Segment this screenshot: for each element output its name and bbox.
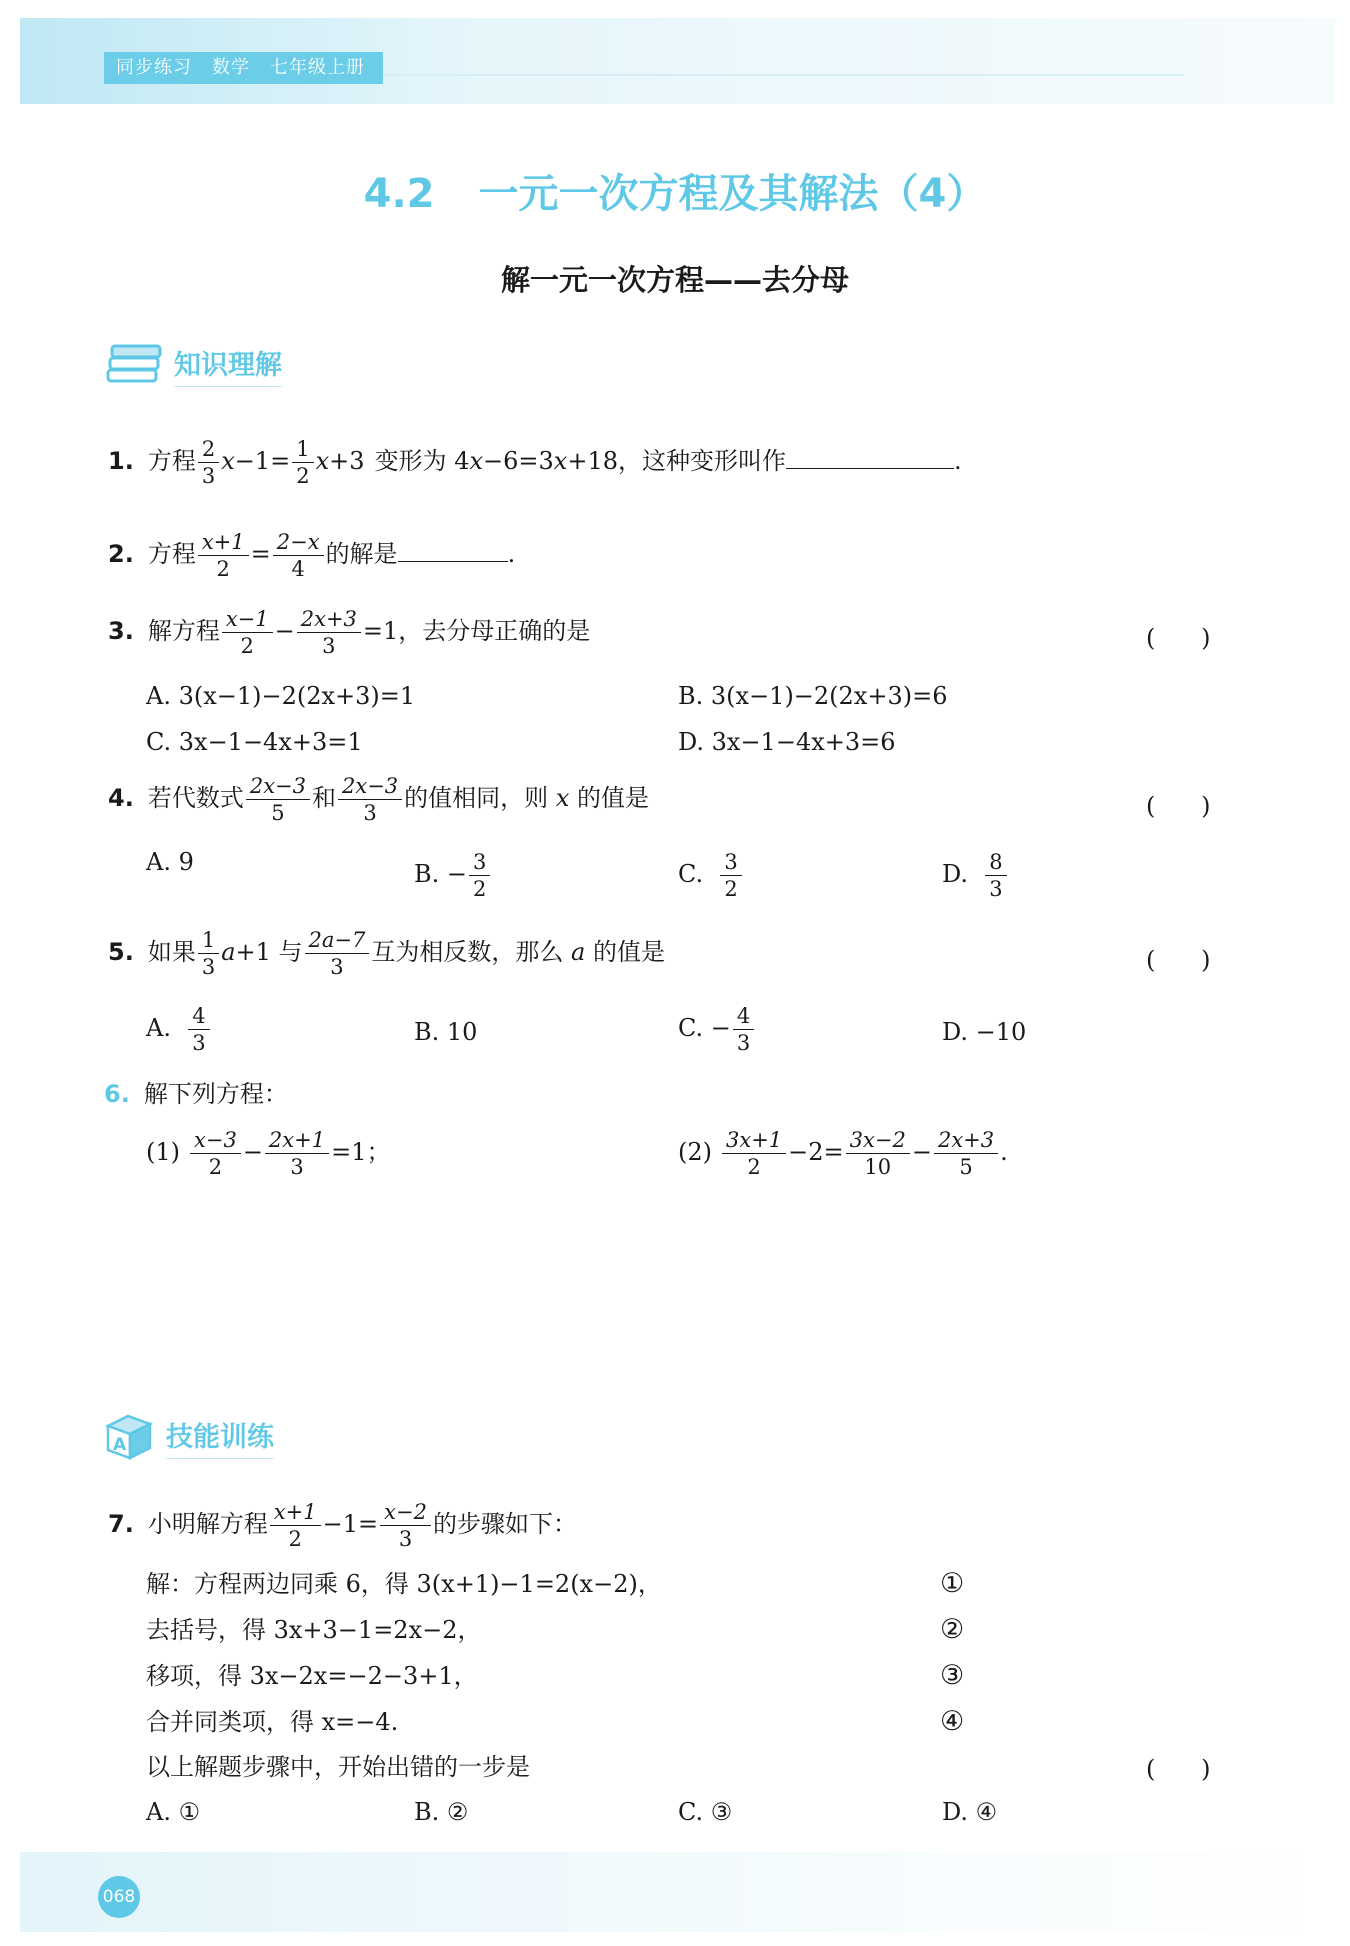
solution-step-3: 移项，得 3x−2x=−2−3+1， bbox=[146, 1662, 478, 1690]
fraction bbox=[733, 1004, 754, 1055]
denominator: 2 bbox=[747, 1155, 761, 1180]
var-x: x bbox=[555, 784, 570, 813]
fraction bbox=[198, 530, 249, 581]
question-number: 6. bbox=[104, 1080, 130, 1108]
answer-parentheses[interactable]: ( ) bbox=[1146, 624, 1211, 652]
header-tag-grade: 七年级上册 bbox=[270, 57, 365, 78]
numerator: 4 bbox=[188, 1004, 209, 1030]
books-icon bbox=[104, 340, 164, 390]
fraction bbox=[720, 850, 741, 901]
numerator: 2−x bbox=[273, 530, 324, 556]
step-marker-1: ① bbox=[940, 1568, 965, 1599]
answer-parentheses[interactable]: ( ) bbox=[1146, 1755, 1211, 1783]
fraction bbox=[265, 1128, 329, 1179]
footer-band bbox=[20, 1852, 1335, 1932]
fraction bbox=[722, 1128, 786, 1179]
solution-step-2: 去括号，得 3x+3−1=2x−2， bbox=[146, 1616, 482, 1644]
question-text: 的步骤如下： bbox=[432, 1510, 577, 1539]
question-1 bbox=[108, 437, 962, 488]
chapter-subtitle: 解一元一次方程——去分母 bbox=[500, 263, 849, 297]
denominator: 4 bbox=[291, 557, 305, 582]
fraction bbox=[273, 530, 324, 581]
question-6 bbox=[104, 1082, 288, 1106]
numerator: 8 bbox=[985, 850, 1006, 876]
question-6-part-2 bbox=[678, 1128, 1008, 1179]
question-number: 4. bbox=[108, 784, 134, 813]
choice-a[interactable]: A. 3(x−1)−2(2x+3)=1 bbox=[146, 682, 416, 710]
numerator: 3x−2 bbox=[846, 1128, 910, 1154]
denominator: 2 bbox=[208, 1155, 223, 1180]
fraction bbox=[985, 850, 1006, 901]
choice-c[interactable]: C. 3x−1−4x+3=1 bbox=[146, 728, 363, 756]
choice-a[interactable] bbox=[146, 850, 194, 874]
choice-a-label: A. 9 bbox=[146, 848, 194, 876]
fraction bbox=[380, 1500, 431, 1551]
denominator: 3 bbox=[363, 801, 377, 826]
question-text: . bbox=[1000, 1138, 1008, 1167]
choice-c[interactable] bbox=[678, 850, 744, 901]
choice-d[interactable]: D. −10 bbox=[942, 1018, 1027, 1046]
math-op: +3 bbox=[329, 447, 365, 476]
denominator: 3 bbox=[330, 955, 344, 980]
answer-blank[interactable] bbox=[398, 539, 508, 562]
math-op: −1= bbox=[234, 447, 291, 476]
numerator: x−3 bbox=[190, 1128, 241, 1154]
question-text: 的值是 bbox=[592, 938, 665, 967]
choice-b[interactable] bbox=[414, 850, 492, 901]
denominator: 3 bbox=[736, 1031, 751, 1056]
denominator: 3 bbox=[201, 464, 216, 489]
question-text: 的值相同，则 bbox=[404, 784, 549, 813]
question-number: 5. bbox=[108, 938, 134, 967]
fraction bbox=[198, 437, 219, 488]
math-op: −2= bbox=[788, 1138, 844, 1167]
step-marker-2: ② bbox=[940, 1614, 965, 1645]
math-op: − bbox=[242, 1138, 263, 1167]
header-tag-subject: 数学 bbox=[212, 57, 250, 78]
section-understanding bbox=[104, 340, 282, 390]
fraction bbox=[188, 1004, 209, 1055]
denominator: 3 bbox=[322, 634, 336, 659]
question-text: 若代数式 bbox=[147, 784, 244, 813]
numerator: 1 bbox=[198, 928, 219, 954]
question-text: 小明解方程 bbox=[147, 1510, 268, 1539]
question-text: +18，这种变形叫作 bbox=[567, 447, 786, 476]
fraction bbox=[270, 1500, 321, 1551]
choice-d-label: D. bbox=[942, 860, 984, 889]
denominator: 3 bbox=[989, 877, 1003, 902]
question-text: 方程 bbox=[147, 540, 196, 569]
choice-d[interactable] bbox=[942, 850, 1009, 901]
question-text: . bbox=[953, 447, 962, 476]
question-text: 解下列方程： bbox=[143, 1080, 288, 1108]
choice-a[interactable] bbox=[146, 1004, 212, 1055]
question-number: 2. bbox=[108, 540, 134, 569]
question-text: 变形为 4 bbox=[374, 447, 470, 476]
question-text: +1 与 bbox=[235, 938, 303, 967]
answer-parentheses[interactable]: ( ) bbox=[1146, 946, 1211, 974]
fraction bbox=[338, 774, 402, 825]
question-text: . bbox=[507, 540, 516, 569]
section-understanding-label: 知识理解 bbox=[174, 343, 282, 387]
numerator: 2x−3 bbox=[246, 774, 310, 800]
question-7 bbox=[108, 1500, 577, 1551]
choice-a-label: A. bbox=[146, 1014, 187, 1043]
question-text: =1； bbox=[331, 1138, 391, 1167]
numerator: 2x+3 bbox=[297, 607, 361, 633]
question-text: 方程 bbox=[147, 447, 196, 476]
denominator: 5 bbox=[959, 1155, 973, 1180]
choice-b[interactable]: B. 10 bbox=[414, 1018, 478, 1046]
denominator: 2 bbox=[296, 464, 310, 489]
math-op: = bbox=[250, 540, 271, 569]
question-text: −6=3 bbox=[483, 447, 554, 476]
step-marker-4: ④ bbox=[940, 1706, 965, 1737]
header-tag-book: 同步练习 bbox=[116, 57, 192, 78]
denominator: 2 bbox=[240, 634, 254, 659]
step-marker-3: ③ bbox=[940, 1660, 965, 1691]
numerator: 3 bbox=[469, 850, 490, 876]
header-rule bbox=[384, 74, 1184, 76]
var-a: a bbox=[571, 938, 586, 967]
choice-c[interactable] bbox=[678, 1004, 756, 1055]
numerator: 3 bbox=[720, 850, 741, 876]
numerator: 2a−7 bbox=[305, 928, 370, 954]
chapter-title bbox=[0, 162, 1350, 219]
fraction bbox=[934, 1128, 998, 1179]
section-skills bbox=[102, 1412, 274, 1462]
answer-blank[interactable] bbox=[786, 446, 954, 469]
part-label: (2) bbox=[678, 1138, 712, 1167]
var-a: a bbox=[221, 938, 236, 967]
denominator: 2 bbox=[724, 877, 738, 902]
math-op: −1= bbox=[322, 1510, 379, 1539]
choice-b[interactable]: B. 3(x−1)−2(2x+3)=6 bbox=[678, 682, 948, 710]
choice-b-label: B. − bbox=[414, 860, 468, 889]
fraction bbox=[846, 1128, 910, 1179]
denominator: 3 bbox=[290, 1155, 304, 1180]
question-3 bbox=[108, 607, 590, 658]
question-7-prompt: 以上解题步骤中，开始出错的一步是 bbox=[146, 1753, 530, 1781]
question-text: 如果 bbox=[147, 938, 196, 967]
denominator: 3 bbox=[201, 955, 216, 980]
question-2 bbox=[108, 530, 515, 581]
fraction bbox=[198, 928, 219, 979]
var-x: x bbox=[315, 447, 330, 476]
numerator: 2x+3 bbox=[934, 1128, 998, 1154]
question-number: 7. bbox=[108, 1510, 134, 1539]
choice-c-label: C. − bbox=[678, 1014, 731, 1043]
question-5 bbox=[108, 928, 665, 979]
numerator: 3x+1 bbox=[722, 1128, 786, 1154]
numerator: 2 bbox=[198, 437, 219, 463]
fraction bbox=[469, 850, 490, 901]
choice-b[interactable]: B. ② bbox=[414, 1798, 469, 1826]
var-x: x bbox=[469, 447, 484, 476]
solution-step-1: 解：方程两边同乘 6，得 3(x+1)−1=2(x−2)， bbox=[146, 1570, 662, 1598]
denominator: 10 bbox=[864, 1155, 892, 1180]
denominator: 2 bbox=[216, 557, 230, 582]
var-x: x bbox=[553, 447, 568, 476]
numerator: 2x−3 bbox=[338, 774, 402, 800]
var-x: x bbox=[221, 447, 235, 476]
choice-c[interactable]: C. ③ bbox=[678, 1798, 733, 1826]
fraction bbox=[222, 607, 273, 658]
numerator: x−2 bbox=[380, 1500, 431, 1526]
fraction bbox=[292, 437, 313, 488]
cube-a-icon bbox=[102, 1412, 156, 1462]
choice-c-label: C. bbox=[678, 860, 719, 889]
question-text: 和 bbox=[312, 784, 336, 813]
question-text: 的解是 bbox=[325, 540, 398, 569]
header-tag bbox=[104, 52, 383, 84]
denominator: 3 bbox=[192, 1031, 206, 1056]
numerator: x+1 bbox=[198, 530, 249, 556]
answer-parentheses[interactable]: ( ) bbox=[1146, 792, 1211, 820]
solution-step-4: 合并同类项，得 x=−4. bbox=[146, 1708, 399, 1736]
denominator: 5 bbox=[271, 801, 285, 826]
fraction bbox=[190, 1128, 241, 1179]
denominator: 3 bbox=[398, 1527, 413, 1552]
question-6-part-1 bbox=[146, 1128, 390, 1179]
svg-text:A: A bbox=[113, 1435, 127, 1455]
question-number: 3. bbox=[108, 617, 134, 646]
numerator: x−1 bbox=[222, 607, 273, 633]
choice-a[interactable]: A. ① bbox=[146, 1798, 201, 1826]
fraction bbox=[246, 774, 310, 825]
numerator: 4 bbox=[733, 1004, 754, 1030]
question-text: 互为相反数，那么 bbox=[371, 938, 564, 967]
denominator: 2 bbox=[288, 1527, 302, 1552]
choice-d[interactable]: D. 3x−1−4x+3=6 bbox=[678, 728, 896, 756]
fraction bbox=[297, 607, 361, 658]
question-text: 解方程 bbox=[147, 617, 220, 646]
chapter-number: 4.2 bbox=[363, 171, 435, 217]
page-number: 068 bbox=[98, 1876, 140, 1918]
math-op: − bbox=[911, 1138, 932, 1167]
part-label: (1) bbox=[146, 1138, 180, 1167]
numerator: x+1 bbox=[270, 1500, 321, 1526]
choice-d[interactable]: D. ④ bbox=[942, 1798, 998, 1826]
question-text: 的值是 bbox=[577, 784, 649, 813]
question-4 bbox=[108, 774, 649, 825]
numerator: 2x+1 bbox=[265, 1128, 329, 1154]
chapter-name: 一元一次方程及其解法（4） bbox=[478, 171, 987, 217]
denominator: 2 bbox=[473, 877, 487, 902]
math-op: − bbox=[274, 617, 295, 646]
fraction bbox=[305, 928, 370, 979]
section-skills-label: 技能训练 bbox=[166, 1415, 274, 1459]
numerator: 1 bbox=[292, 437, 313, 463]
question-text: =1，去分母正确的是 bbox=[362, 617, 591, 646]
question-number: 1. bbox=[108, 447, 134, 476]
